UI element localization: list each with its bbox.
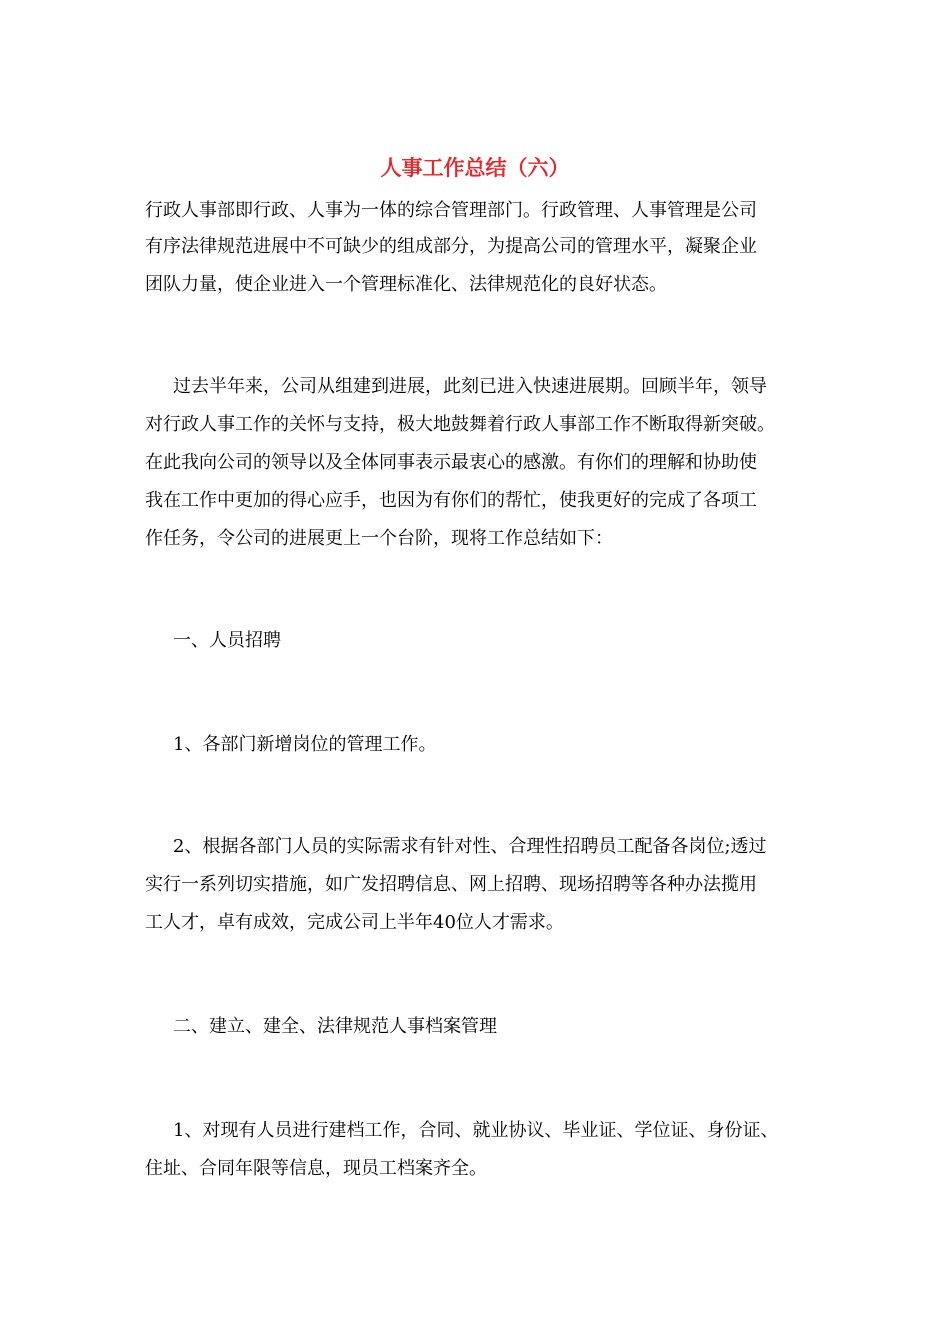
recruitment-item-2-line-2: 实行一系列切实措施，如广发招聘信息、网上招聘、现场招聘等各种办法揽用 <box>145 874 757 895</box>
recruitment-item-2-line-3: 工人才，卓有成效，完成公司上半年40位人才需求。 <box>145 912 564 933</box>
paragraph-2-line-5: 作任务，令公司的进展更上一个台阶，现将工作总结如下： <box>145 528 613 549</box>
recruitment-item-2-line-1: 2、根据各部门人员的实际需求有针对性、合理性招聘员工配备各岗位;透过 <box>173 836 767 857</box>
paragraph-1-line-2: 有序法律规范进展中不可缺少的组成部分，为提高公司的管理水平，凝聚企业 <box>145 236 757 257</box>
paragraph-2-line-4: 我在工作中更加的得心应手，也因为有你们的帮忙，使我更好的完成了各项工 <box>145 490 757 511</box>
paragraph-1-line-3: 团队力量，使企业进入一个管理标准化、法律规范化的良好状态。 <box>145 274 667 295</box>
archives-item-1-line-1: 1、对现有人员进行建档工作，合同、就业协议、毕业证、学位证、身份证、 <box>173 1120 779 1141</box>
paragraph-2-line-1: 过去半年来，公司从组建到进展，此刻已进入快速进展期。回顾半年，领导 <box>173 376 767 397</box>
document-title: 人事工作总结（六） <box>380 155 570 180</box>
section-heading-recruitment: 一、人员招聘 <box>173 630 281 651</box>
paragraph-1-line-1: 行政人事部即行政、人事为一体的综合管理部门。行政管理、人事管理是公司 <box>145 200 757 221</box>
paragraph-2-line-2: 对行政人事工作的关怀与支持，极大地鼓舞着行政人事部工作不断取得新突破。 <box>145 414 775 435</box>
section-heading-archives: 二、建立、建全、法律规范人事档案管理 <box>173 1016 497 1037</box>
recruitment-item-1: 1、各部门新增岗位的管理工作。 <box>173 734 437 755</box>
paragraph-2-line-3: 在此我向公司的领导以及全体同事表示最衷心的感激。有你们的理解和协助使 <box>145 452 757 473</box>
archives-item-1-line-2: 住址、合同年限等信息，现员工档案齐全。 <box>145 1158 487 1179</box>
